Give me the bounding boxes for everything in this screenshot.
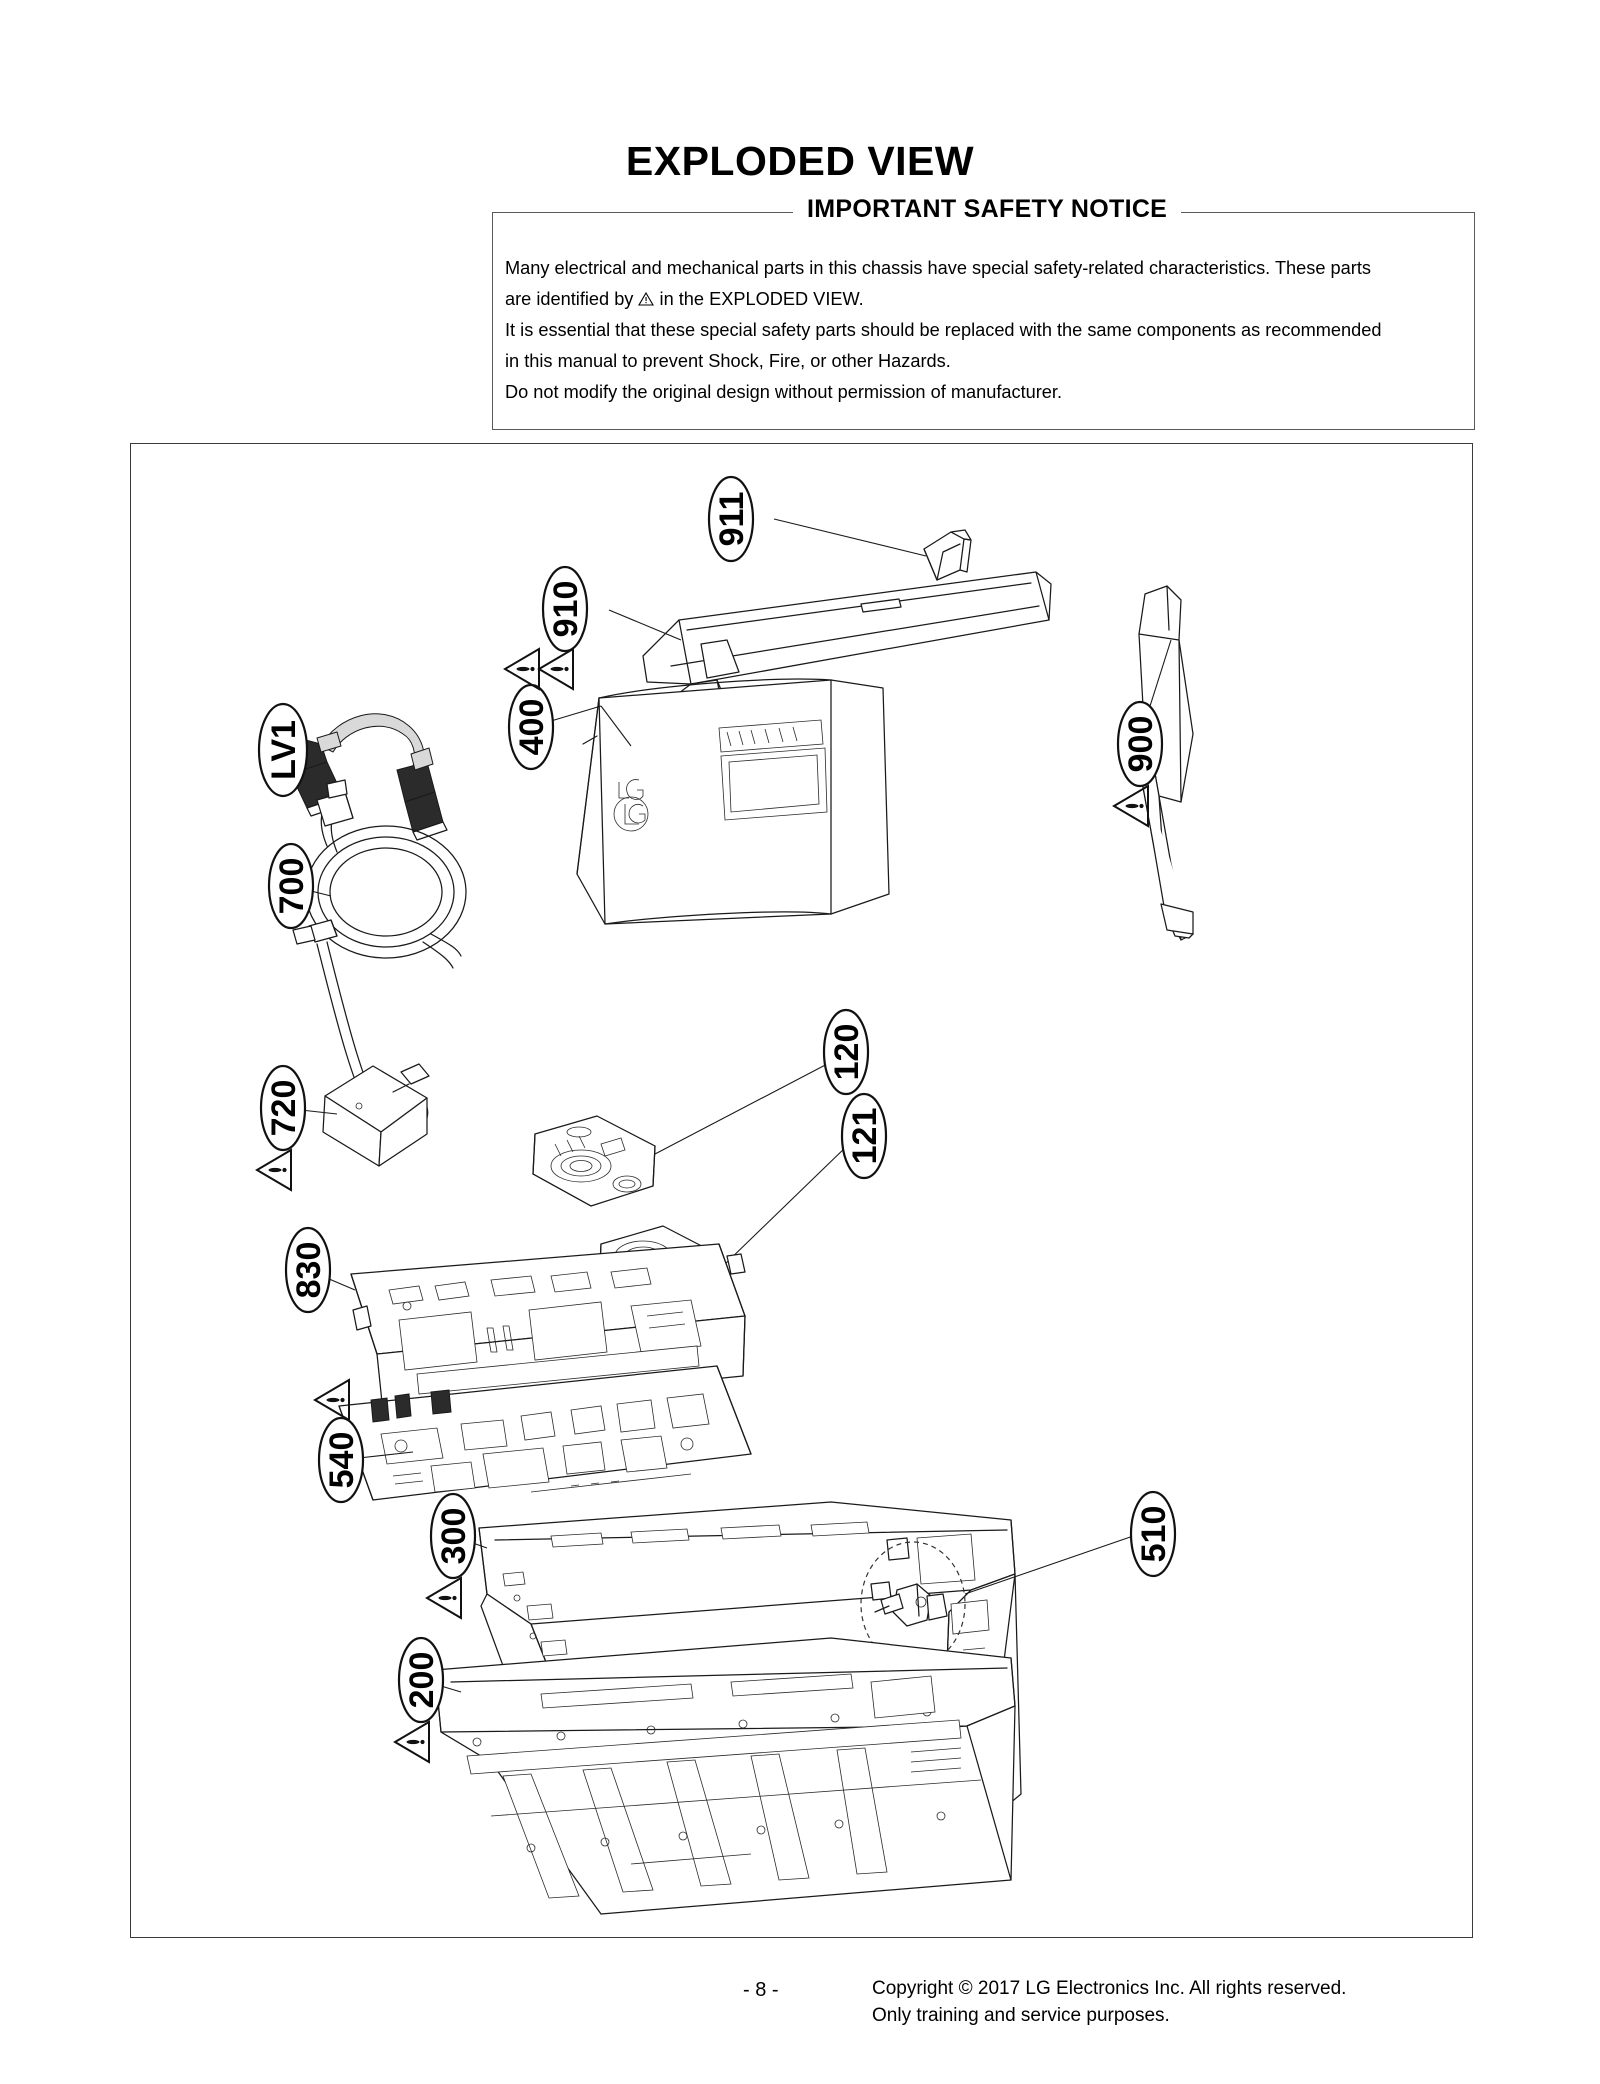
safety-line-3: It is essential that these special safety parts should be replaced with the same components as recommended <box>505 320 1382 340</box>
safety-triangle-720 <box>257 1150 291 1190</box>
callout-121 <box>842 1094 886 1178</box>
safety-triangle-900 <box>1114 786 1148 826</box>
callout-910-label: 910 <box>547 580 585 638</box>
callout-720 <box>257 1066 305 1190</box>
safety-line-4: in this manual to prevent Shock, Fire, or other Hazards. <box>505 351 951 371</box>
callout-LV1-label: LV1 <box>265 720 303 780</box>
safety-triangle-300 <box>427 1578 461 1618</box>
exploded-view-drawing <box>131 444 1472 1937</box>
part-200-drawing <box>435 1638 1015 1914</box>
part-720-drawing <box>293 920 429 1166</box>
callout-200 <box>395 1638 443 1762</box>
part-911-drawing <box>924 530 971 580</box>
safety-line-1: Many electrical and mechanical parts in this chassis have special safety-related characteristics. These parts <box>505 258 1371 278</box>
callout-400 <box>505 649 553 769</box>
callout-200-label: 200 <box>403 1651 441 1709</box>
callout-LV1 <box>259 704 307 796</box>
safety-triangle-200 <box>395 1722 429 1762</box>
callout-120-label: 120 <box>828 1023 866 1081</box>
part-700-drawing <box>306 780 466 968</box>
copyright-line-2: Only training and service purposes. <box>872 2005 1170 2026</box>
callout-911-label: 911 <box>713 491 751 547</box>
callout-540-label: 540 <box>323 1431 361 1489</box>
callout-900-label: 900 <box>1122 715 1160 773</box>
safety-line-2-after: in the EXPLODED VIEW. <box>659 289 864 309</box>
callout-700 <box>269 844 313 928</box>
warning-triangle-icon <box>638 292 654 306</box>
callout-911 <box>709 477 753 561</box>
callout-700-label: 700 <box>273 857 311 915</box>
callout-400-label: 400 <box>513 698 551 756</box>
callout-300-label: 300 <box>435 1507 473 1565</box>
safety-line-5: Do not modify the original design without permission of manufacturer. <box>505 382 1063 402</box>
safety-line-2 <box>505 284 1465 315</box>
callout-121-label: 121 <box>846 1107 884 1165</box>
part-120-drawing <box>533 1116 655 1206</box>
copyright-line-1: Copyright © 2017 LG Electronics Inc. All rights reserved. <box>872 1978 1347 1999</box>
part-400-drawing <box>577 679 889 924</box>
callout-830 <box>286 1228 330 1312</box>
callout-510 <box>1131 1492 1175 1576</box>
callout-510-label: 510 <box>1135 1505 1173 1563</box>
page-title: EXPLODED VIEW <box>625 138 975 184</box>
safety-triangle-910 <box>539 649 573 689</box>
callout-720-label: 720 <box>265 1079 303 1137</box>
safety-notice-legend: IMPORTANT SAFETY NOTICE <box>793 195 1181 224</box>
exploded-view-diagram-frame <box>130 443 1473 1938</box>
safety-line-2-before: are identified by <box>505 289 634 309</box>
safety-notice-body <box>505 253 1465 408</box>
callout-910 <box>539 567 587 689</box>
page-number: - 8 - <box>743 1979 779 2001</box>
callout-120 <box>824 1010 868 1094</box>
safety-triangle-400 <box>505 649 539 689</box>
copyright-block <box>872 1975 1346 2029</box>
callout-830-label: 830 <box>290 1241 328 1299</box>
callout-540 <box>315 1380 363 1502</box>
callout-300 <box>427 1494 475 1618</box>
